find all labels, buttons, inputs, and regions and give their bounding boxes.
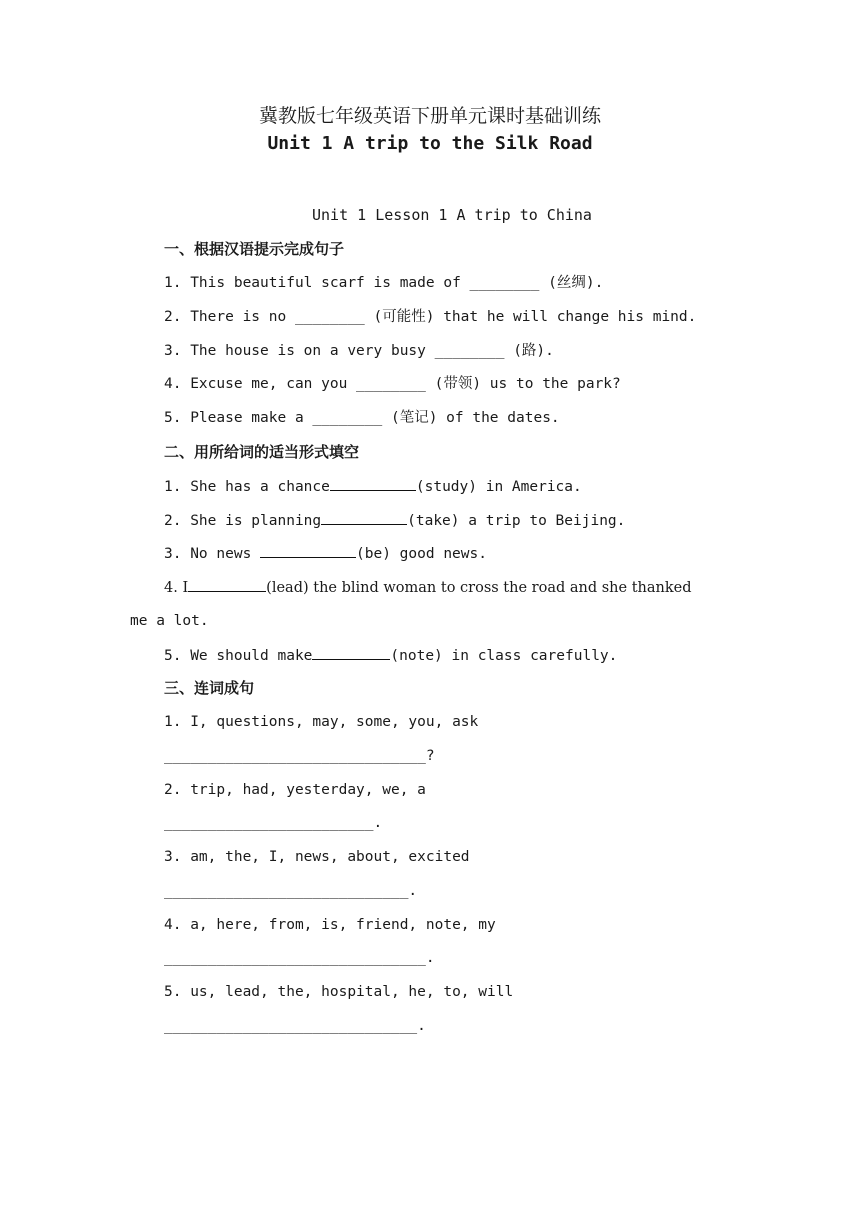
section-3-item-1-answer-line: ______________________________? — [164, 748, 435, 764]
section-1-item-2: 2. There is no ________ (可能性) that he will change his mind. — [164, 309, 697, 325]
section-1-item-1: 1. This beautiful scarf is made of ________ (丝绸). — [164, 275, 604, 291]
answer-blank — [321, 510, 407, 525]
section-3-item-2-answer-line: ________________________. — [164, 815, 383, 831]
section-3-item-2-words: 2. trip, had, yesterday, we, a — [164, 782, 426, 798]
answer-blank — [188, 577, 266, 592]
item-text: 5. We should make — [164, 648, 313, 664]
section-2-item-4 — [164, 577, 692, 598]
section-3-item-5-words: 5. us, lead, the, hospital, he, to, will — [164, 984, 514, 1000]
section-2-heading: 二、用所给词的适当形式填空 — [164, 443, 360, 461]
document-title-english: Unit 1 A trip to the Silk Road — [267, 133, 593, 154]
section-1-heading: 一、根据汉语提示完成句子 — [164, 240, 345, 258]
section-2-item-3 — [164, 543, 487, 564]
section-3-item-5-answer-line: _____________________________. — [164, 1018, 426, 1034]
section-1-item-3: 3. The house is on a very busy ________ (路). — [164, 343, 554, 359]
item-text: 4. I — [164, 580, 189, 596]
section-2-item-4-continued: me a lot. — [130, 613, 209, 629]
answer-blank — [330, 476, 416, 491]
lesson-title: Unit 1 Lesson 1 A trip to China — [312, 206, 592, 224]
section-3-item-3-answer-line: ____________________________. — [164, 883, 418, 899]
section-1-item-4: 4. Excuse me, can you ________ (带领) us to the park? — [164, 376, 621, 392]
item-text: 2. She is planning — [164, 513, 322, 529]
item-text: 3. No news — [164, 546, 261, 562]
item-text: (be) good news. — [356, 546, 487, 562]
item-text: (take) a trip to Beijing. — [407, 513, 626, 529]
section-3-item-3-words: 3. am, the, I, news, about, excited — [164, 849, 470, 865]
document-title-chinese: 冀教版七年级英语下册单元课时基础训练 — [258, 105, 601, 127]
section-3-item-4-answer-line: ______________________________. — [164, 950, 435, 966]
section-3-item-4-words: 4. a, here, from, is, friend, note, my — [164, 917, 496, 933]
section-2-item-1 — [164, 476, 582, 497]
section-2-item-5 — [164, 645, 617, 666]
section-3-heading: 三、连词成句 — [164, 679, 255, 697]
item-text: (study) in America. — [415, 479, 582, 495]
answer-blank — [312, 645, 390, 660]
answer-blank — [260, 543, 356, 558]
section-1-item-5: 5. Please make a ________ (笔记) of the dates. — [164, 410, 560, 426]
item-text: (lead) the blind woman to cross the road and she thanked — [266, 580, 692, 596]
section-2-item-2 — [164, 510, 625, 531]
item-text: 1. She has a chance — [164, 479, 330, 495]
section-3-item-1-words: 1. I, questions, may, some, you, ask — [164, 714, 479, 730]
item-text: (note) in class carefully. — [390, 648, 618, 664]
